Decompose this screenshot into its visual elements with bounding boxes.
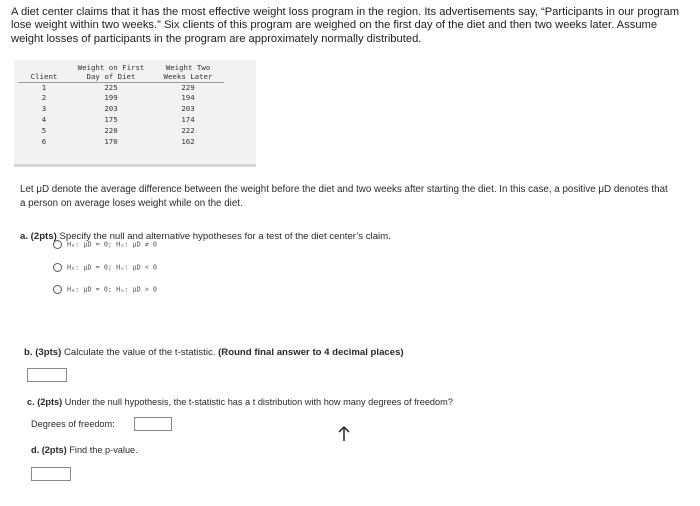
table-row [18,93,224,104]
cell-later: 229 [181,82,195,92]
mouse-pointer-icon [338,426,352,442]
question-c-text: Under the null hypothesis, the t-statistic has a t distribution with how many degrees of freedom? [62,397,453,407]
degrees-of-freedom-input[interactable] [134,417,172,431]
cell-first: 170 [104,136,118,146]
cell-client: 3 [41,104,47,114]
hypothesis-option-2[interactable]: H₀: μD = 0; Hₐ: μD < 0 [53,263,253,275]
mu-d-definition: Let μD denote the average difference between the weight before the diet and two weeks after starting the diet. In this case, a positive μD denotes that a person on average loses weight while on the diet. [20,184,668,209]
header-first-day: Weight on First Day of Diet [70,64,152,82]
hypothesis-option-1[interactable]: H₀: μD = 0; Hₐ: μD ≠ 0 [53,240,253,252]
cell-client: 4 [41,114,47,124]
cell-client: 6 [41,136,47,146]
problem-intro: A diet center claims that it has the most effective weight loss program in the region. Its advertisements say, “Participants in our program lose weight within two weeks.” Six clients of this program are weighed on the first day of the diet and then two weeks later. Assume weight losses of participants in the program are approximately normally distributed. [11,6,680,45]
cell-later: 162 [181,136,195,146]
p-value-input[interactable] [31,467,71,481]
question-d [31,445,138,455]
radio-button[interactable] [53,263,62,272]
cell-client: 5 [41,125,47,135]
question-b [24,347,404,358]
radio-button[interactable] [53,240,62,249]
table-row [18,82,224,93]
cell-first: 175 [104,114,118,124]
degrees-of-freedom-label: Degrees of freedom: [31,419,115,429]
table-bottom-rule [14,164,256,167]
question-d-label: d. (2pts) [31,445,67,455]
weight-table [18,64,224,147]
hypothesis-option-3[interactable]: H₀: μD = 0; Hₐ: μD > 0 [53,285,253,297]
table-row [18,126,224,137]
question-b-label: b. (3pts) [24,347,62,358]
question-d-text: Find the p-value. [66,445,138,455]
cell-client: 2 [41,93,47,103]
cell-later: 194 [181,93,195,103]
question-a-text: Specify the null and alternative hypotheses for a test of the diet center’s claim. [56,231,391,242]
question-b-note: (Round final answer to 4 decimal places) [218,347,404,358]
table-row [18,115,224,126]
cell-later: 203 [181,104,195,114]
question-b-text: Calculate the value of the t-statistic. [61,347,219,358]
t-statistic-input[interactable] [27,368,67,382]
header-client: Client [18,64,70,82]
cell-first: 225 [104,82,118,92]
question-a-label: a. (2pts) [20,231,57,242]
data-table-panel [14,60,256,164]
question-c [27,397,453,407]
cell-first: 203 [104,104,118,114]
cell-later: 222 [181,125,195,135]
table-row [18,104,224,115]
radio-button[interactable] [53,285,62,294]
cell-later: 174 [181,114,195,124]
cell-first: 220 [104,125,118,135]
cell-first: 199 [104,93,118,103]
cell-client: 1 [41,82,47,92]
table-row [18,137,224,148]
header-two-weeks: Weight Two Weeks Later [152,64,224,82]
question-c-label: c. (2pts) [27,397,63,407]
